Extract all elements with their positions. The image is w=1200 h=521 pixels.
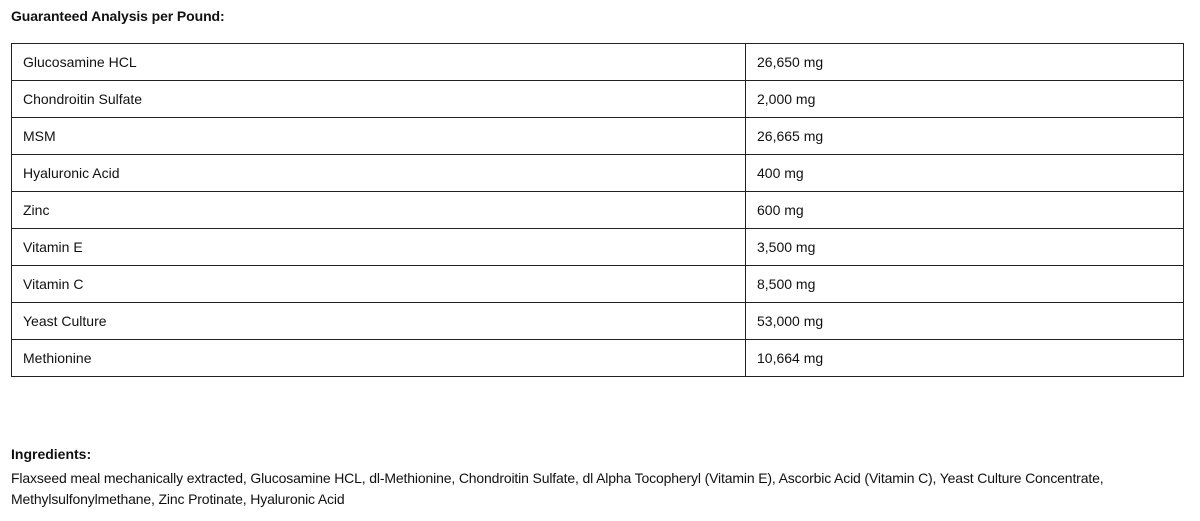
nutrient-amount: 2,000 mg xyxy=(746,81,1184,118)
nutrient-name: Vitamin C xyxy=(12,266,746,303)
guaranteed-analysis-table xyxy=(11,43,1184,377)
nutrient-name: Hyaluronic Acid xyxy=(12,155,746,192)
nutrient-amount: 400 mg xyxy=(746,155,1184,192)
nutrient-amount: 26,665 mg xyxy=(746,118,1184,155)
nutrient-amount: 26,650 mg xyxy=(746,44,1184,81)
table-row xyxy=(12,192,1184,229)
table-row xyxy=(12,155,1184,192)
nutrient-name: Methionine xyxy=(12,340,746,377)
table-row xyxy=(12,266,1184,303)
analysis-heading: Guaranteed Analysis per Pound: xyxy=(11,8,225,24)
nutrient-name: Chondroitin Sulfate xyxy=(12,81,746,118)
nutrient-name: MSM xyxy=(12,118,746,155)
nutrient-name: Vitamin E xyxy=(12,229,746,266)
nutrient-amount: 3,500 mg xyxy=(746,229,1184,266)
nutrient-amount: 8,500 mg xyxy=(746,266,1184,303)
table-row xyxy=(12,340,1184,377)
nutrient-name: Zinc xyxy=(12,192,746,229)
table-row xyxy=(12,81,1184,118)
table-row xyxy=(12,303,1184,340)
nutrient-name: Glucosamine HCL xyxy=(12,44,746,81)
table-row xyxy=(12,44,1184,81)
table-row xyxy=(12,229,1184,266)
nutrient-amount: 10,664 mg xyxy=(746,340,1184,377)
ingredients-heading: Ingredients: xyxy=(11,446,92,462)
nutrient-amount: 600 mg xyxy=(746,192,1184,229)
nutrient-name: Yeast Culture xyxy=(12,303,746,340)
nutrient-amount: 53,000 mg xyxy=(746,303,1184,340)
table-row xyxy=(12,118,1184,155)
ingredients-list: Flaxseed meal mechanically extracted, Glucosamine HCL, dl-Methionine, Chondroitin Sulfate, dl Alpha Tocopheryl (Vitamin E), Ascorbic Acid (Vitamin C), Yeast Culture Concentrate, Methylsulfonylmethane, Zinc Protinate, Hyaluronic Acid xyxy=(11,470,1104,507)
